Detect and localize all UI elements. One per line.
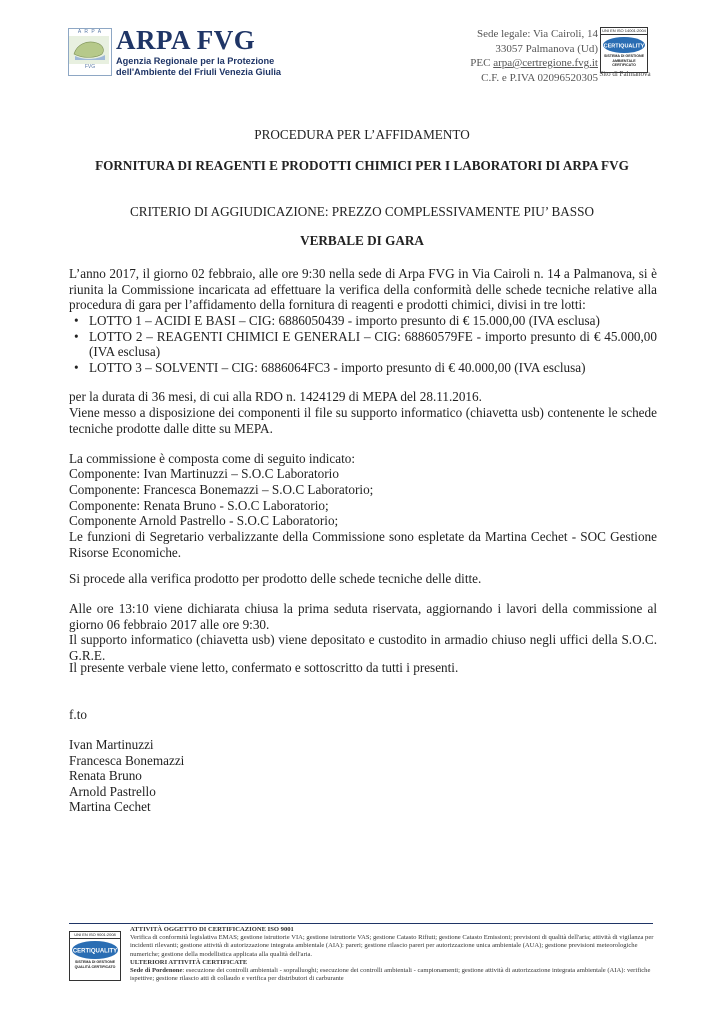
brand-title: ARPA FVG [116, 25, 256, 55]
region-map-icon [69, 36, 109, 64]
verification-line: Si procede alla verifica prodotto per prodotto delle schede tecniche delle ditte. [69, 571, 482, 586]
list-item: • LOTTO 3 – SOLVENTI – CIG: 6886064FC3 - importo presunto di € 40.000,00 (IVA esclusa) [74, 360, 586, 376]
certiquality-logo-text: CERTIQUALITY [603, 43, 645, 50]
legal-address [470, 27, 598, 85]
member-1: Componente: Ivan Martinuzzi – S.O.C Laboratorio [69, 466, 339, 481]
footer-certification-text [130, 926, 658, 983]
iso9001-badge [69, 931, 121, 981]
footer-divider [69, 923, 653, 924]
lots-list [69, 313, 657, 376]
signatory: Arnold Pastrello [69, 783, 156, 799]
signatory: Francesca Bonemazzi [69, 752, 185, 768]
address-line4: C.F. e P.IVA 02096520305 [481, 71, 598, 84]
footer-certiquality-logo-text: CERTIQUALITY [72, 948, 118, 955]
commission-intro: La commissione è composta come di seguito indicato: [69, 451, 356, 466]
brand-subtitle-line1: Agenzia Regionale per la Protezione [116, 56, 275, 66]
cert-site-label: Sito di Palmanova [599, 70, 651, 78]
list-item: • LOTTO 2 – REAGENTI CHIMICI E GENERALI – CIG: 68860579FE - importo presunto di € 45.000,00 (IVA esclusa) [74, 328, 657, 360]
pec-label: PEC [470, 57, 494, 69]
member-2: Componente: Francesca Bonemazzi – S.O.C Laboratorio; [69, 482, 374, 497]
iso14001-badge [600, 27, 648, 73]
member-3: Componente: Renata Bruno - S.O.C Laboratorio; [69, 498, 329, 513]
duration-line: per la durata di 36 mesi, di cui alla RDO n. 1424129 di MEPA del 28.11.2016. [69, 389, 482, 404]
footer-title-additional: ULTERIORI ATTIVITÀ CERTIFICATE [130, 958, 248, 966]
signatory: Ivan Martinuzzi [69, 737, 154, 752]
list-item: • LOTTO 1 – ACIDI E BASI – CIG: 6886050439 - importo presunto di € 15.000,00 (IVA esclusa) [74, 313, 600, 328]
signatory: Renata Bruno [69, 768, 142, 784]
address-line1: Sede legale: Via Cairoli, 14 [476, 28, 598, 40]
footer-badge-top: UNI EN ISO 9001:2008 [70, 932, 120, 939]
footer-title-iso: ATTIVITÀ OGGETTO DI CERTIFICAZIONE ISO 9001 [130, 926, 294, 933]
address-line2: 33057 Palmanova (Ud) [495, 42, 598, 55]
footer-pordenone-label: Sede di Pordenone [130, 967, 183, 975]
heading-minutes: VERBALE DI GARA [300, 233, 424, 248]
closing-paragraph: Alle ore 13:10 viene dichiarata chiusa la prima seduta riservata, aggiornando i lavori della commissione al giorno 06 febbraio 2017 alle ore 9:30. [69, 601, 657, 632]
secretary-paragraph: Le funzioni di Segretario verbalizzante della Commissione sono espletate da Martina Cechet - SOC Gestione Risorse Economiche. [69, 529, 657, 560]
heading-supply: FORNITURA DI REAGENTI E PRODOTTI CHIMICI PER I LABORATORI DI ARPA FVG [95, 158, 629, 173]
footer-iso-activities: Verifica di conformità legislativa EMAS; gestione istruttorie VIA; gestione istruttorie VAS; gestione Catasto Rifiuti; gestione Catasto Emissioni; previsioni di qualità dell'aria; attività di vigilanza per incidenti rilevanti; gestione attività di autorizzazione integrata ambientale (AIA): pareri; gestione rilascio pareri per autorizzazione unica ambientale (AUA); gestione previsioni meteorologiche numeriche; gestione della modellistica applicata alla qualità dell'aria. [130, 934, 654, 958]
signatories-list [69, 737, 184, 815]
heading-criteria: CRITERIO DI AGGIUDICAZIONE: PREZZO COMPLESSIVAMENTE PIU’ BASSO [129, 204, 594, 219]
fto-label: f.to [69, 707, 87, 722]
footer-certiquality-logo-icon [70, 940, 120, 960]
logo-top-text: A R P A [77, 29, 103, 35]
member-4: Componente Arnold Pastrello - S.O.C Laboratorio; [69, 513, 339, 528]
logo-bottom-text: FVG [84, 64, 96, 70]
badge-bottom-text: SISTEMA DI GESTIONE AMBIENTALE CERTIFICATO [603, 54, 644, 67]
pec-email-link[interactable]: arpa@certregione.fvg.it [493, 57, 598, 69]
storage-paragraph: Il supporto informatico (chiavetta usb) viene depositato e custodito in armadio chiuso negli uffici della S.O.C. G.R.E. [69, 632, 657, 663]
lot-3-text: LOTTO 3 – SOLVENTI – CIG: 6886064FC3 - importo presunto di € 40.000,00 (IVA esclusa) [89, 360, 586, 376]
lot-2-text: LOTTO 2 – REAGENTI CHIMICI E GENERALI – CIG: 68860579FE - importo presunto di € 45.000,00 (IVA esclusa) [89, 328, 657, 360]
certiquality-logo-icon [601, 36, 647, 54]
signatory: Martina Cechet [69, 799, 151, 815]
address-pec [470, 56, 598, 71]
intro-paragraph: L’anno 2017, il giorno 02 febbraio, alle ore 9:30 nella sede di Arpa FVG in Via Cairoli n. 14 a Palmanova, si è riunita la Commissione incaricata ad effettuare la verifica della conformità delle schede tecniche relative alla procedura di gara per l’affidamento della fornitura di reagenti e prodotti chimici, divisi in tre lotti: [69, 266, 657, 313]
brand-subtitle-line2: dell'Ambiente del Friuli Venezia Giulia [116, 67, 282, 77]
footer-pordenone [130, 967, 658, 983]
brand-subtitle [116, 56, 281, 78]
badge-top-text: UNI EN ISO 14001:2004 [602, 28, 646, 33]
usb-note: Viene messo a disposizione dei componenti il file su supporto informatico (chiavetta usb) contenente le schede tecniche prodotte dalle ditte su MEPA. [69, 405, 657, 436]
arpa-logo [68, 28, 112, 76]
footer-badge-bottom: SISTEMA DI GESTIONE QUALITÀ CERTIFICATO [74, 960, 116, 969]
heading-procedure: PROCEDURA PER L’AFFIDAMENTO [254, 127, 470, 142]
read-line: Il presente verbale viene letto, confermato e sottoscritto da tutti i presenti. [69, 660, 459, 675]
lot-1-text: LOTTO 1 – ACIDI E BASI – CIG: 6886050439 - importo presunto di € 15.000,00 (IVA esclusa) [89, 313, 600, 328]
footer-pordenone-text: : esecuzione dei controlli ambientali - sopralluoghi; esecuzione dei controlli ambientali - campionamenti; gestione attività di autorizzazione integrata ambientale (AIA): verifiche ispettive; gestione rilascio atti di collaudo e verifica per distributori di carburante [130, 967, 651, 983]
